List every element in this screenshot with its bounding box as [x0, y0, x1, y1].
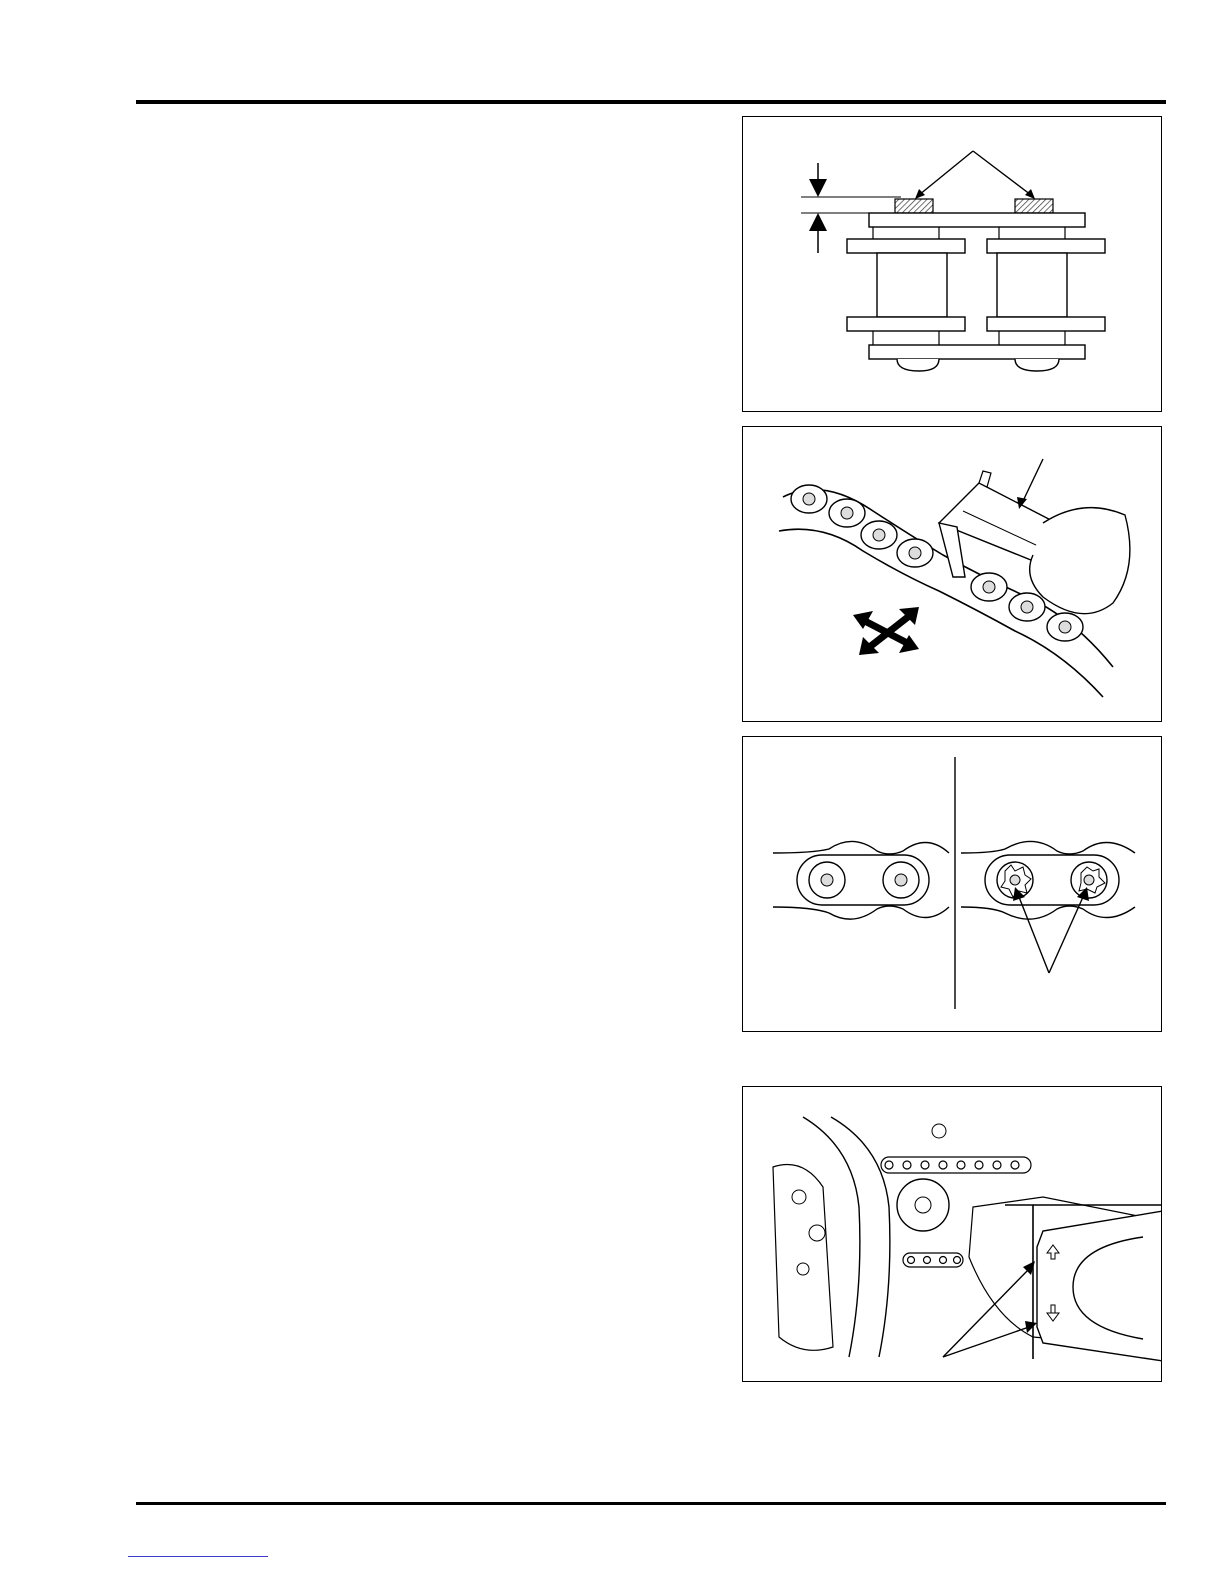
wear-pad-left [895, 199, 933, 213]
swingarm-indicator-illustration [743, 1087, 1162, 1382]
figure-chain-plate-wear [742, 116, 1162, 412]
pin-head-left [897, 359, 939, 371]
case-bolt-1 [792, 1190, 806, 1204]
callout-line-left [1019, 897, 1049, 973]
footer-link-underline[interactable] [128, 1556, 268, 1557]
case-bolt-3 [797, 1263, 809, 1275]
outer-plate-top [869, 213, 1085, 227]
chain-pin-4 [909, 547, 921, 559]
inner-plate-top-right [987, 239, 1105, 253]
inner-plate-bottom-right [987, 317, 1105, 331]
figure-swingarm-indicator [742, 1086, 1162, 1382]
chain-upper-run [881, 1157, 1031, 1173]
wear-pad-right [1015, 199, 1053, 213]
callout-line-upper [943, 1269, 1029, 1357]
case-bolt-2 [809, 1225, 825, 1241]
pin-comparison-illustration [743, 737, 1162, 1032]
footer-rule [136, 1502, 1166, 1505]
chain-pin-7 [1059, 621, 1071, 633]
chain-pin-1 [803, 493, 815, 505]
callout-line-right [973, 151, 1031, 195]
pin-head-right [1015, 359, 1059, 371]
roller-left [877, 253, 947, 317]
link-normal [773, 841, 949, 919]
roller-right [997, 253, 1067, 317]
chain-pin-6 [1021, 601, 1033, 613]
chain-plate-cross-section-illustration [743, 117, 1162, 412]
chain-pin-5 [983, 581, 995, 593]
callout-line-left [919, 151, 973, 195]
figure-pin-head-comparison [742, 736, 1162, 1032]
zoom-inset [1005, 1205, 1162, 1361]
arrowhead-down [809, 179, 827, 197]
callout-line-right [1049, 897, 1083, 973]
chain-pin-3 [873, 529, 885, 541]
inner-plate-top-left [847, 239, 965, 253]
chain-pin-2 [841, 507, 853, 519]
arrowhead-up [809, 213, 827, 231]
header-rule [136, 100, 1166, 104]
link-damaged [961, 841, 1135, 919]
case-bolt-4 [932, 1124, 946, 1138]
callout-arrowhead-right [1025, 189, 1035, 199]
caliper-on-chain-illustration [743, 427, 1162, 722]
inner-plate-bottom-left [847, 317, 965, 331]
hand-outline [1030, 508, 1130, 614]
figure-caliper-measurement [742, 426, 1162, 722]
chain-lower-run [903, 1253, 963, 1267]
callout-line-lower [943, 1327, 1029, 1357]
callout-line [1023, 459, 1043, 501]
sprocket-hub [915, 1197, 931, 1213]
callout-arrowhead-lower [1025, 1321, 1037, 1333]
movement-double-arrow-icon [853, 607, 919, 655]
outer-plate-bottom [869, 345, 1085, 359]
